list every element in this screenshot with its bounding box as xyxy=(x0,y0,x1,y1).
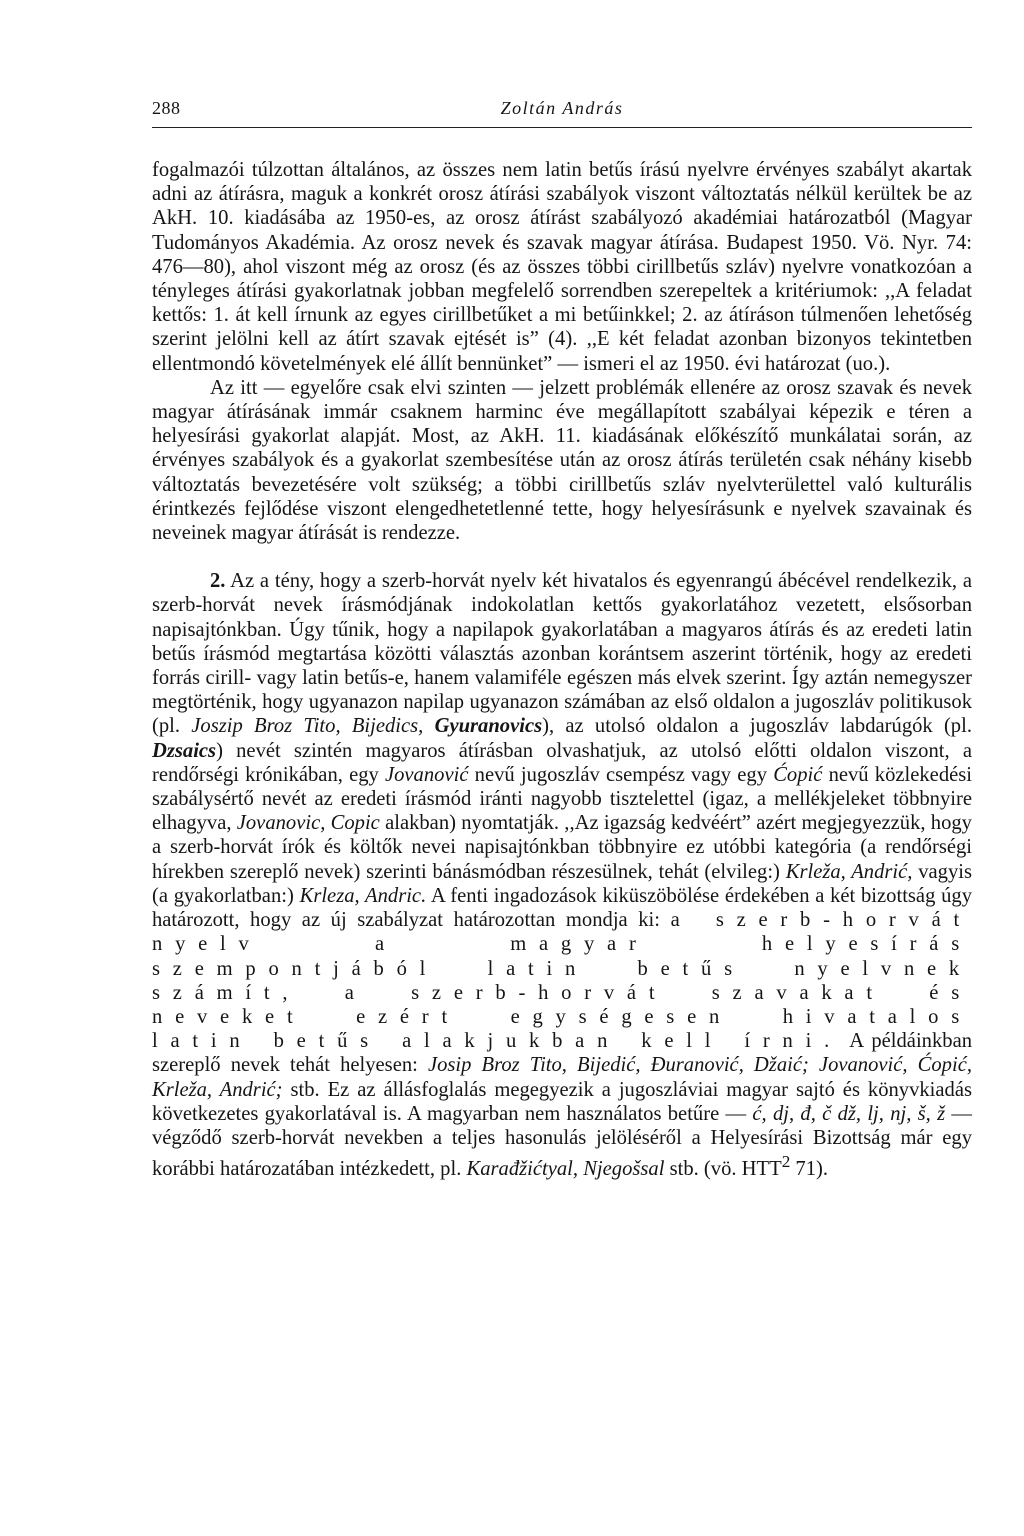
text-run: ), az utolsó oldalon a jugoszláv labdarúgók (pl. xyxy=(542,715,972,738)
text-run: nevű jugoszláv csempész vagy egy xyxy=(468,763,774,786)
text-run: A példáinkban szereplő nevek tehát helyesen: xyxy=(152,1030,973,1077)
paragraph-3 xyxy=(152,569,972,1181)
name-run: Josip Broz Tito, Bijedić, Đuranović, Džaić; Jovanović, Ćopić, Krleža, Andrić; xyxy=(152,1054,972,1101)
paragraph-1: fogalmazói túlzottan általános, az összes nem latin betűs írású nyelvre érvényes szabályt akartak adni az átírásra, maguk a konkrét orosz átírási szabályok viszont változtatás nélkül kerültek be az AkH. 10. kiadásába az 1950-es, az orosz átírást szabályozó akadémiai határozatból (Magyar Tudományos Akadémia. Az orosz nevek és szavak magyar átírása. Budapest 1950. Vö. Nyr. 74: 476—80), ahol viszont még az orosz (és az összes többi cirillbetűs szláv) nyelvre vonatkozóan a tényleges átírási gyakorlatnak jobban megfelelő sorrendben szerepeltek a kritériumok: ,,A feladat kettős: 1. át kell írnunk az egyes cirillbetűket a mi betűinkkel; 2. az átíráson túlmenően lehetőség szerint jelölni kell az átírt szavak ejtését is” (4). ,,E két feladat azonban bizonyos tekintetben ellentmondó követelmények elé állít bennünket” — ismeri el az 1950. évi határozat (uo.). xyxy=(152,159,972,375)
text-run: alakban) nyomtatják. ,,Az igazság kedvéért” azért megjegyezzük, hogy a szerb-horvát írók és költők nevei napisajtónkban többnyire ez utóbbi kategória (a rendőrségi hírekben szereplő nevek) szerinti bánásmódban részesülnek, tehát (elvileg:) xyxy=(152,812,972,883)
page-header xyxy=(152,98,972,124)
text-run: 71). xyxy=(790,1157,829,1180)
name-run: Krleža, Andrić, xyxy=(785,860,913,883)
text-run: Az a tény, hogy a szerb-horvát nyelv két hivatalos és egyenrangú ábécével rendelkezik, a szerb-horvát nevek írásmódjának indokolatlan kettős gyakorlatához vezetett, elsősorban napisajtónkban. Úgy tűnik, hogy a napilapok gyakorlatában a magyaros átírás és az eredeti latin betűs írásmód megtartása közötti választás azonban korántsem aszerint történik, hogy az eredeti forrás cirill- vagy latin betűs-e, hanem valamiféle egészen más elvek szerint. Így aztán nemegyszer megtörténik, hogy ugyanazon napilap ugyanazon számában az első oldalon a jugoszláv politikusok (pl. xyxy=(152,570,972,738)
name-run: Gyuranovics xyxy=(434,715,543,738)
text-run: stb. Ez az állásfoglalás megegyezik a jugoszláviai magyar sajtó és könyvkiadás következetes gyakorlatával is. A magyarban nem használatos betűre — xyxy=(152,1078,972,1125)
name-run: Ćopić xyxy=(773,763,823,786)
name-run: Jovanovic, Copic xyxy=(236,812,380,835)
text-run: vagyis (a gyakorlatban:) xyxy=(152,860,973,907)
name-run: Joszip Broz Tito, Bijedics, xyxy=(191,715,435,738)
name-run: ć, dj, đ, č dž, lj, nj, š, ž xyxy=(752,1102,946,1125)
section-number: 2. xyxy=(210,570,226,593)
text-run: nevű közlekedési szabálysértő nevét az eredeti írásmód iránti nagyobb tisztelettel (igaz, a mellékjeleket többnyire elhagyva, xyxy=(152,763,972,835)
superscript: 2 xyxy=(781,1152,791,1172)
header-rule xyxy=(152,127,972,128)
name-run: Krleza, Andric. xyxy=(299,884,427,907)
text-run: ) nevét szintén magyaros átírásban olvashatjuk, az utolsó előtti oldalon viszont, a rendőrségi krónikában, egy xyxy=(152,739,972,786)
body-text xyxy=(152,158,972,1181)
text-run: stb. (vö. HTT xyxy=(664,1157,782,1180)
running-head: Zoltán András xyxy=(500,98,624,118)
text-run: — végződő szerb-horvát nevekben a teljes hasonulás jelöléséről a Helyesírási Bizottság már egy korábbi határozatában intézkedett, pl. xyxy=(152,1102,973,1180)
name-run: Karađžićtyal, Njegošsal xyxy=(466,1157,665,1180)
name-run: Dzsaics xyxy=(152,739,217,762)
page-number: 288 xyxy=(152,98,181,118)
paragraph-2: Az itt — egyelőre csak elvi szinten — jelzett problémák ellenére az orosz szavak és nevek magyar átírásának immár csaknem harminc éve megállapított szabályai képezik e téren a helyesírási gyakorlat alapját. Most, az AkH. 11. kiadásának előkészítő munkálatai során, az érvényes szabályok és a gyakorlat szembesítése után az orosz átírás területén csak néhány kisebb változtatás bevezetésére volt szükség; a többi cirillbetűs szláv nyelvterülettel való kulturális érintkezés fejlődése viszont elengedhetetlenné tette, hogy helyesírásunk e nyelvek szavainak és neveinek magyar átírását is rendezze. xyxy=(152,376,972,545)
spaced-rule-text: a szerb-horvát nyelv a magyar helyesírás szempontjából latin betűs nyelvnek számít, a szerb-horvát szavakat és neveket ezért egységesen hivatalos latin betűs alakjukban kell írni. xyxy=(152,909,972,1053)
text-run: A fenti ingadozások kiküszöbölése érdekében a két bizottság úgy határozott, hogy az új szabályzat határozottan mondja ki: xyxy=(152,884,972,932)
name-run: Jovanović xyxy=(384,763,469,786)
